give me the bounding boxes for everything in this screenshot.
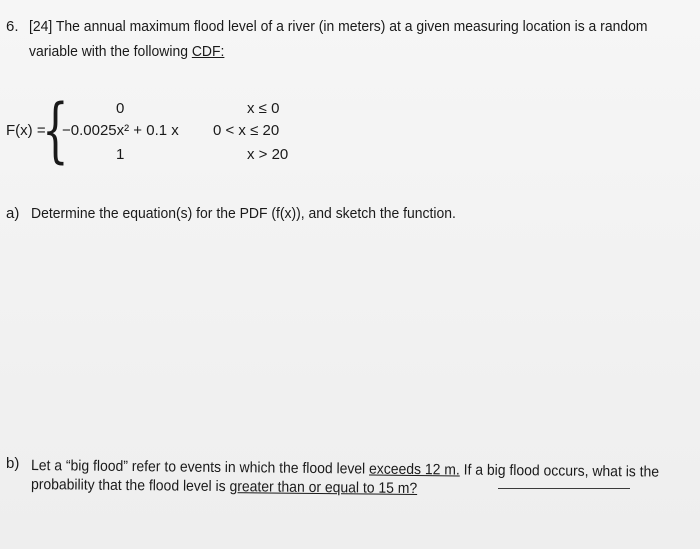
cdf-term: CDF: bbox=[191, 43, 225, 60]
cdf-case-2-value: −0.0025x² + 0.1 x bbox=[62, 122, 179, 139]
question-number: 6. bbox=[6, 18, 19, 35]
cdf-case-3-condition: x > 20 bbox=[247, 146, 289, 163]
part-b-line-2-prefix: probability that the flood level is bbox=[30, 476, 230, 496]
cdf-case-3-value: 1 bbox=[116, 146, 125, 163]
intro-line-2-prefix: variable with the following bbox=[29, 43, 192, 60]
part-a-label: a) bbox=[6, 205, 20, 222]
cdf-case-1-condition: x ≤ 0 bbox=[247, 100, 280, 117]
piecewise-brace: { bbox=[42, 89, 69, 171]
cdf-function-label: F(x) = bbox=[6, 122, 46, 139]
part-b-line-1-prefix: Let a “big flood” refer to events in which the flood level bbox=[30, 457, 370, 478]
part-b-underlined-threshold: exceeds 12 m. bbox=[368, 460, 460, 479]
handwritten-underline bbox=[498, 488, 630, 489]
cdf-case-2-condition: 0 < x ≤ 20 bbox=[213, 122, 280, 139]
cdf-case-1-value: 0 bbox=[116, 100, 125, 117]
part-b-line-1-suffix: If a big flood occurs, what is the bbox=[459, 461, 660, 481]
part-b-label: b) bbox=[6, 455, 20, 472]
part-a-text: Determine the equation(s) for the PDF (f(x)), and sketch the function. bbox=[31, 205, 456, 222]
part-b-underlined-condition: greater than or equal to 15 m? bbox=[229, 478, 418, 498]
part-b-line-2 bbox=[31, 476, 417, 498]
question-intro-line-1: [24] The annual maximum flood level of a river (in meters) at a given measuring location is a random bbox=[29, 18, 648, 35]
question-intro-line-2 bbox=[29, 43, 224, 61]
